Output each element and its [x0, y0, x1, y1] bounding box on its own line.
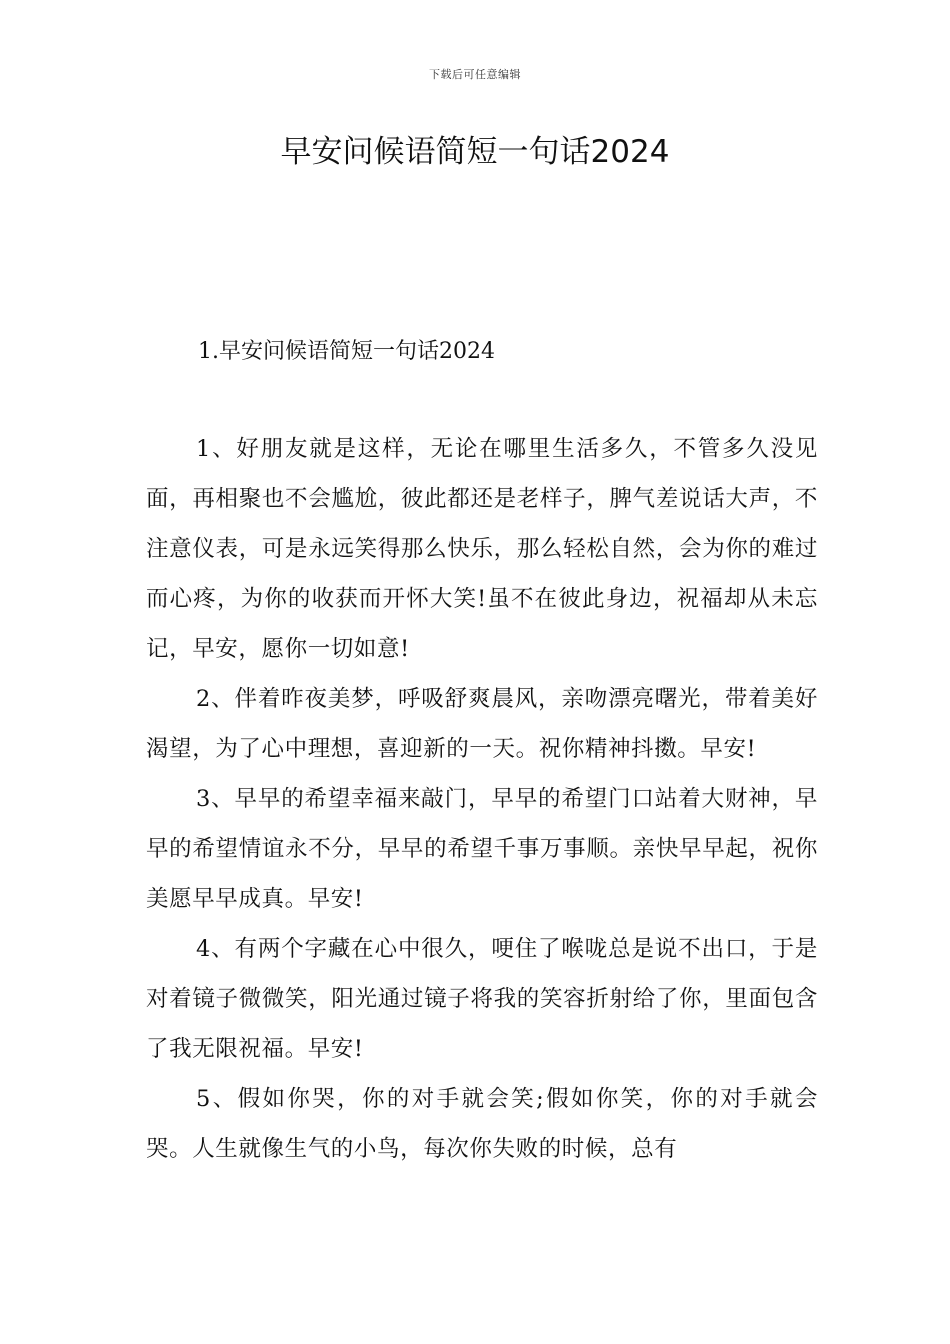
- document-title: 早安问候语简短一句话2024: [280, 134, 670, 170]
- header-note: 下载后可任意编辑: [429, 68, 521, 81]
- paragraph-1: 1、好朋友就是这样，无论在哪里生活多久，不管多久没见面，再相聚也不会尴尬，彼此都还是老样子，脾气差说话大声，不注意仪表，可是永远笑得那么快乐，那么轻松自然，会为你的难过而心疼，为你的收获而开怀大笑!虽不在彼此身边，祝福却从未忘记，早安，愿你一切如意!: [146, 436, 818, 662]
- paragraph-3: 3、早早的希望幸福来敲门，早早的希望门口站着大财神，早早的希望情谊永不分，早早的希望千事万事顺。亲快早早起，祝你美愿早早成真。早安!: [146, 786, 818, 912]
- paragraph-2: 2、伴着昨夜美梦，呼吸舒爽晨风，亲吻漂亮曙光，带着美好渴望，为了心中理想，喜迎新的一天。祝你精神抖擞。早安!: [146, 686, 818, 762]
- paragraph-4: 4、有两个字藏在心中很久，哽住了喉咙总是说不出口，于是对着镜子微微笑，阳光通过镜子将我的笑容折射给了你，里面包含了我无限祝福。早安!: [146, 936, 818, 1062]
- document-body: [146, 424, 818, 1174]
- section-heading: 1.早安问候语简短一句话2024: [198, 339, 495, 364]
- paragraph-5: 5、假如你哭，你的对手就会笑;假如你笑，你的对手就会哭。人生就像生气的小鸟，每次你失败的时候，总有: [146, 1086, 818, 1162]
